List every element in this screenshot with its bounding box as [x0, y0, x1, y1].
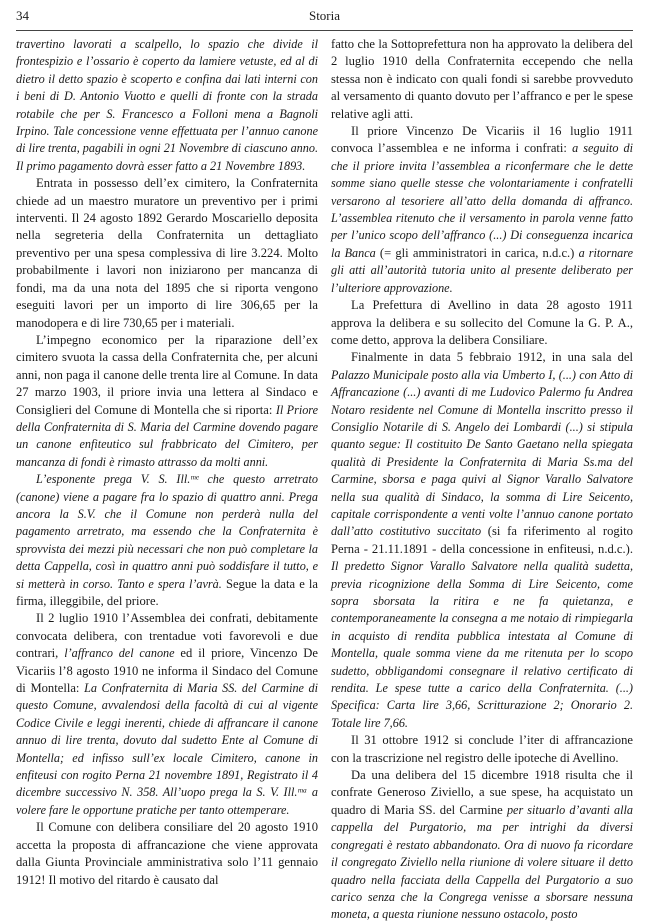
quoted-text: Il predetto Signor Varallo Salvatore nella qualità sudetta, previa ricognizione della Somma di Lire Seicento, come sopra sborsata la ritira e ne fa quietanza, e contemporaneamente la consegna a me notaio di rimpiegarla in acquisto di rendita pubblica intestata al Comune di Montella, quale somma viene da me ritenuta per lo scopo sudetto, obbligandomi consegnare il relativo certificato di rendita. Le spese tutte a carico della Confraternita. (...) Specifica: Carta lire 3,66, Scritturazione 2; Onorario 2. Totale lire 7,66.: [331, 559, 633, 730]
section-title: Storia: [308, 8, 341, 23]
body-text: (= gli amministratori in carica, n.d.c.): [375, 245, 579, 260]
body-text: La Prefettura di Avellino in data 28 agosto 1911 approva la delibera e su sollecito del Comune la G. P. A., come detto, approva la delibera Consiliare.: [331, 298, 633, 347]
quoted-text: l’affranco del canone: [64, 646, 175, 661]
paragraph: [331, 767, 633, 924]
body-text: L’impegno economico per la riparazione dell’ex cimitero svuota la cassa della Confraternita che, per alcuni anni, non paga il canone delle trenta lire al Comune. In data 27 marzo 1903, il priore invia una lettera al Sindaco e Consiglieri del Comune di Montella che si riporta:: [16, 332, 318, 417]
body-text: Il priore Vincenzo De Vicariis il 16 luglio 1911 convoca l’assemblea e ne informa i confrati:: [331, 124, 633, 156]
body-text: Da una delibera del 15 dicembre 1918 risulta che il confrate Generoso Ziviello, a sue spese, ha acquistato un quadro di Maria SS. del Carmine: [331, 768, 633, 817]
body-text: (si fa riferimento al rogito Perna - 21.11.1891 - della concessione in enfiteusi, n.d.c.).: [331, 524, 633, 556]
paragraph: [331, 732, 633, 767]
paragraph: [331, 297, 633, 349]
paragraph: [16, 610, 318, 819]
right-text-column: [331, 36, 633, 924]
paragraph: [331, 123, 633, 297]
body-text: Il Comune con delibera consiliare del 20 agosto 1910 accetta la proposta di affrancazione che viene approvata dalla Giunta Provinciale amministrativa solo l’11 gennaio 1912! Il motivo del ritardo è causato dal: [16, 820, 318, 887]
paragraph: [331, 349, 633, 732]
paragraph: [16, 471, 318, 610]
body-text: Il 2 luglio 1910 l’Assemblea dei confrati, debitamente convocata delibera, con trentadue voti favorevoli e due contrari,: [16, 611, 318, 661]
quoted-text: per situarlo d’avanti alla cappella del Purgatorio, ma per intrighi da diversi congregati è restato abbandonato. Ora di nuovo fa ricordare il congregato Ziviello nella riunione di volere situare il detto quadro nella facciata della Cappella del Purgatorio a suo carico senza che la Congrega venisse a sborsare nessuna moneta, a questa riunione nessuno ostacolo, posto: [331, 802, 633, 922]
quoted-text: La Confraternita di Maria SS. del Carmine di questo Comune, avvalendosi della facoltà di cui al vigente Codice Civile e leggi inerenti, chiede di affrancare il canone annuo di lire trenta, dovuto dal sudetto Ente al Comune di Montella; ed infisso sull’ex locale Cimitero, canone in enfiteusi con rogito Perna 21 novembre 1891, Registrato il 4 dicembre successivo N. 358. All’uopo prega la S. V. Ill.ᵐᵃ a volere fare le opportune pratiche per tanto ottemperare.: [16, 681, 318, 817]
quoted-text: L’esponente prega V. S. Ill.ᵐᵉ che questo arretrato (canone) viene a pagare fra lo spazio di quattro anni. Prega ancora la S.V. che il Comune non perderà nulla del pagamento arretrato, ma essendo che la Confraternita è sprovvista dei mezzi più necessari che non può completare la detta Cappella, così in quattro anni può soddisfare il tutto, e si metterà in corso. Tanto e spera l’avrà.: [16, 472, 318, 591]
paragraph: [16, 36, 318, 175]
body-text: Finalmente in data 5 febbraio 1912, in una sala del: [351, 350, 633, 365]
quoted-text: travertino lavorati a scalpello, lo spazio che divide il frontespizio e l’ossario è coperto da lamiere vetuste, ed al di dietro il detto spazio è scoperto e confina dai lati interni con i beni di D. Antonio Vuotto e quelli di fronte con la strada rotabile che per S. Francesco a Folloni mena a Bagnoli Irpino. Tale concessione venne effettuata per l’annuo canone di lire trenta, pagabili in ogni 21 Novembre di ciascuno anno. Il primo pagamento dovrà esser fatto a 21 Novembre 1893.: [16, 37, 318, 173]
quoted-text: Il Priore della Confraternita di S. Maria del Carmine dovendo pagare un canone enfiteutico sul frabbricato del Cimitero, per mancanza di fondi è rimasto attrasso da molti anni.: [16, 402, 319, 469]
paragraph: [16, 332, 318, 471]
body-text: ed il priore, Vincenzo De Vicariis l’8 agosto 1910 ne informa il Sindaco del Comune di Montella:: [16, 646, 318, 696]
body-text: Entrata in possesso dell’ex cimitero, la Confraternita chiede ad un maestro muratore un preventivo per i primi interventi. Il 24 agosto 1892 Gerardo Moscariello deposita nella segreteria della Confraternita un dettagliato preventivo per una spesa complessiva di lire 3.224. Molto probabilmente i lavori non iniziarono per mancanza di fondi, ma da una nota del 1895 che si riporta vengono eseguiti lavori per un importo di lire 306,65 per la manodopera e di lire 730,65 per i materiali.: [16, 176, 318, 330]
paragraph: [331, 36, 633, 123]
quoted-text: a ritornare gli atti all’autorità tutoria unito al presente deliberato per l’ulteriore approvazione.: [331, 245, 633, 295]
body-text: Segue la data e la firma, illeggibile, del priore.: [16, 576, 318, 608]
body-text: Il 31 ottobre 1912 si conclude l’iter di affrancazione con la trascrizione nel registro delle ipoteche di Avellino.: [331, 733, 633, 765]
running-header: [16, 8, 633, 31]
page-number: 34: [16, 8, 29, 23]
left-text-column: [16, 36, 318, 889]
quoted-text: Palazzo Municipale posto alla via Umberto I, (...) con Atto di Affrancazione (...) avanti di me Ludovico Palermo fu Andrea Notaro residente nel Comune di Montella inscritto presso il Consiglio Notarile di S. Angelo dei Lombardi (...) si stipula quanto segue: Il costituito De Santo Gaetano nella spiegata qualità di Presidente la Confraternita di Maria Ss.ma del Carmine, sborsa e paga quivi al Signor Varallo Salvatore nella sua qualità di Sindaco, la somma di Lire Seicento, capitale corrispondente a venti volte l’annuo canone portato dall’atto costitutivo succitato: [331, 367, 633, 539]
body-text: fatto che la Sottoprefettura non ha approvato la delibera del 2 luglio 1910 della Confraternita eccependo che nella stessa non è indicato con quali fondi si sarebbe provveduto al versamento di quanto dovuto per l’affranco e per le spese relative agli atti.: [331, 37, 633, 121]
paragraph: [16, 175, 318, 332]
paragraph: [16, 819, 318, 889]
quoted-text: a seguito di che il priore invita l’assemblea a riconfermare che le dette somme siano quelle stesse che volontariamente i confratelli versarono al tesoriere all’atto della domanda di affranco. L’assemblea ritenuto che il versamento in parola venne fatto per l’unico scopo dell’affranco (...) Di conseguenza incarica la Banca: [331, 141, 633, 260]
